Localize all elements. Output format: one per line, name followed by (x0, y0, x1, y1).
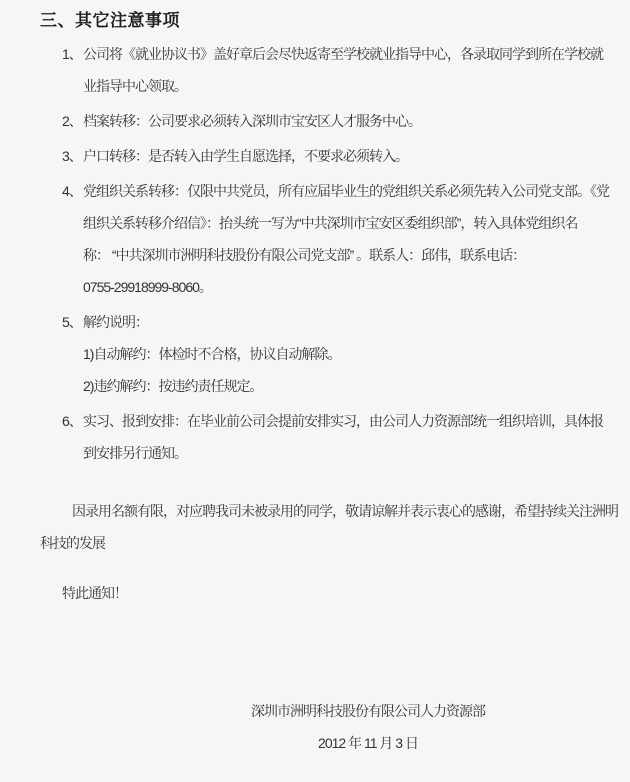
item-text-line: 档案转移：公司要求必须转入深圳市宝安区人才服务中心。 (83, 113, 421, 129)
item-text-line: 组织关系转移介绍信》：抬头统一写为“中共深圳市宝安区委组织部”，转入具体党组织名 (83, 215, 578, 231)
list-item-2 (40, 105, 630, 137)
item-number: 5、 (62, 314, 82, 330)
list-item-6 (40, 405, 630, 469)
closing-text-line: 科技的发展 (40, 535, 105, 551)
notice-statement: 特此通知！ (62, 585, 127, 601)
signature-date: 2012 年 11 月 3 日 (318, 735, 418, 751)
item-text-line: 实习、报到安排：在毕业前公司会提前安排实习，由公司人力资源部统一组织培训，具体报 (83, 413, 603, 429)
item-text-line: 0755-29918999-8060。 (83, 279, 212, 295)
list-item-5 (40, 306, 630, 402)
item-text-line: 称： “中共深圳市洲明科技股份有限公司党支部” 。联系人：邱伟，联系电话： (83, 247, 526, 263)
item-text-line: 到安排另行通知。 (83, 445, 187, 461)
closing-paragraph (40, 495, 630, 609)
item-number: 2、 (62, 113, 82, 129)
list-item-1 (40, 38, 630, 102)
sub-item-line: 2)违约解约：按违约责任规定。 (83, 378, 263, 394)
item-number: 6、 (62, 413, 82, 429)
closing-text-line: 因录用名额有限，对应聘我司未被录用的同学，敬请谅解并表示衷心的感谢，希望持续关注洲明 (72, 503, 618, 519)
signature-company: 深圳市洲明科技股份有限公司人力资源部 (251, 703, 485, 719)
signature-block (106, 695, 630, 759)
item-text-line: 户口转移：是否转入由学生自愿选择，不要求必须转入。 (83, 148, 408, 164)
sub-item-line: 1)自动解约：体检时不合格，协议自动解除。 (83, 346, 341, 362)
item-text-line: 党组织关系转移：仅限中共党员，所有应届毕业生的党组织关系必须先转入公司党支部。《党 (83, 183, 609, 199)
item-text-line: 业指导中心领取。 (83, 78, 187, 94)
item-number: 1、 (62, 46, 82, 62)
notice-list (40, 38, 630, 469)
item-number: 4、 (62, 183, 82, 199)
item-text-line: 公司将《就业协议书》盖好章后会尽快返寄至学校就业指导中心，各录取同学到所在学校就 (83, 46, 603, 62)
item-text-line: 解约说明： (83, 314, 148, 330)
section-heading: 三、其它注意事项 (40, 11, 180, 30)
list-item-4 (40, 175, 630, 303)
list-item-3 (40, 140, 630, 172)
item-number: 3、 (62, 148, 82, 164)
